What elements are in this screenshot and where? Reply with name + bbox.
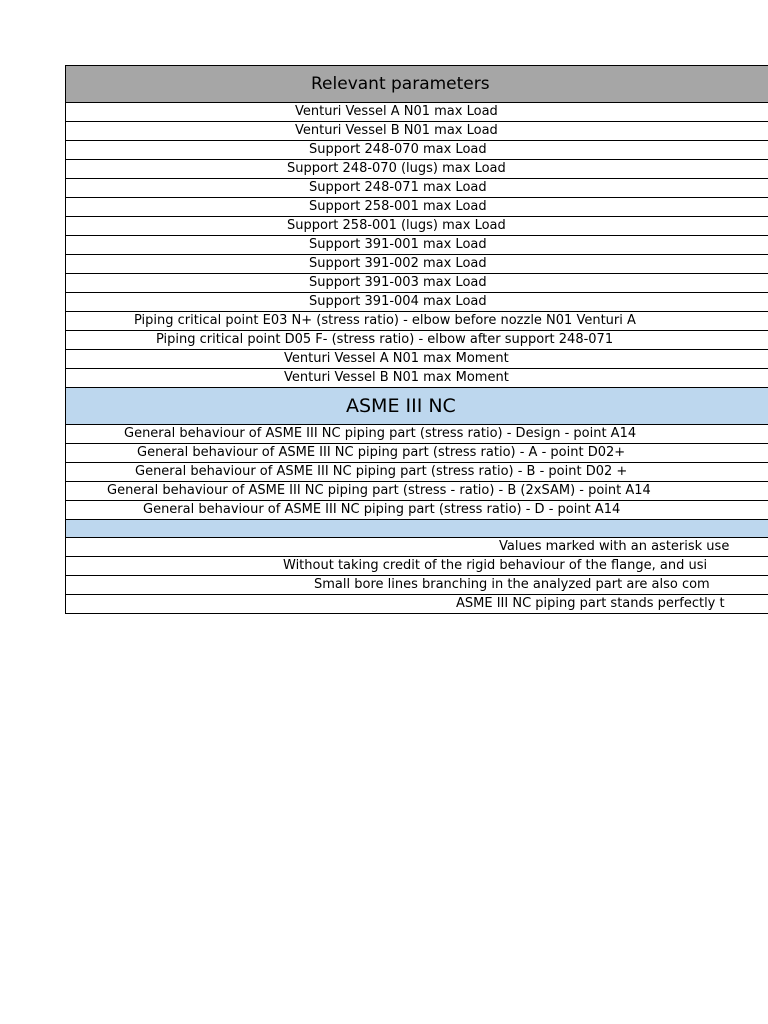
table-header (66, 66, 768, 103)
section-title: ASME III NC (346, 395, 456, 417)
table-row (66, 369, 768, 388)
table-row (66, 198, 768, 217)
table-row (66, 350, 768, 369)
parameter-label: Piping critical point E03 N+ (stress ratio) - elbow before nozzle N01 Venturi A (134, 313, 636, 328)
asme-row-label: General behaviour of ASME III NC piping part (stress - ratio) - B (2xSAM) - point A14 (107, 483, 651, 498)
note-row (66, 557, 768, 576)
table-row (66, 141, 768, 160)
parameter-label: Venturi Vessel A N01 max Load (295, 104, 498, 119)
table-row (66, 425, 768, 444)
table-row (66, 331, 768, 350)
table-row (66, 482, 768, 501)
table-row (66, 312, 768, 331)
parameter-label: Venturi Vessel A N01 max Moment (284, 351, 509, 366)
note-row (66, 576, 768, 595)
parameter-label: Support 258-001 max Load (309, 199, 487, 214)
notes-band (66, 520, 768, 538)
table-row (66, 255, 768, 274)
parameter-label: Support 391-003 max Load (309, 275, 487, 290)
parameter-label: Support 248-070 (lugs) max Load (287, 161, 506, 176)
table-row (66, 444, 768, 463)
note-row (66, 595, 768, 614)
note-text: Without taking credit of the rigid behaviour of the flange, and usi (283, 558, 708, 573)
note-text: ASME III NC piping part stands perfectly t (456, 596, 725, 611)
parameters-table (65, 65, 768, 614)
table-row (66, 236, 768, 255)
note-text: Values marked with an asterisk use (499, 539, 730, 554)
note-text: Small bore lines branching in the analyzed part are also com (314, 577, 710, 592)
table-row (66, 179, 768, 198)
header-label: Relevant parameters (311, 74, 490, 94)
table-row (66, 160, 768, 179)
parameter-label: Venturi Vessel B N01 max Load (295, 123, 498, 138)
table-row (66, 463, 768, 482)
asme-row-label: General behaviour of ASME III NC piping part (stress ratio) - A - point D02+ (137, 445, 626, 460)
parameter-label: Venturi Vessel B N01 max Moment (284, 370, 509, 385)
asme-row-label: General behaviour of ASME III NC piping part (stress ratio) - D - point A14 (143, 502, 621, 517)
table-row (66, 217, 768, 236)
parameter-label: Support 391-004 max Load (309, 294, 487, 309)
table-row (66, 274, 768, 293)
note-row (66, 538, 768, 557)
parameter-label: Piping critical point D05 F- (stress ratio) - elbow after support 248-071 (156, 332, 614, 347)
parameter-label: Support 391-002 max Load (309, 256, 487, 271)
asme-section-header (66, 388, 768, 425)
asme-row-label: General behaviour of ASME III NC piping part (stress ratio) - Design - point A14 (124, 426, 637, 441)
parameter-label: Support 248-071 max Load (309, 180, 487, 195)
asme-row-label: General behaviour of ASME III NC piping part (stress ratio) - B - point D02 + (135, 464, 628, 479)
parameter-label: Support 248-070 max Load (309, 142, 487, 157)
parameter-label: Support 391-001 max Load (309, 237, 487, 252)
table-row (66, 103, 768, 122)
table-row (66, 501, 768, 520)
parameter-label: Support 258-001 (lugs) max Load (287, 218, 506, 233)
table-row (66, 293, 768, 312)
table-row (66, 122, 768, 141)
